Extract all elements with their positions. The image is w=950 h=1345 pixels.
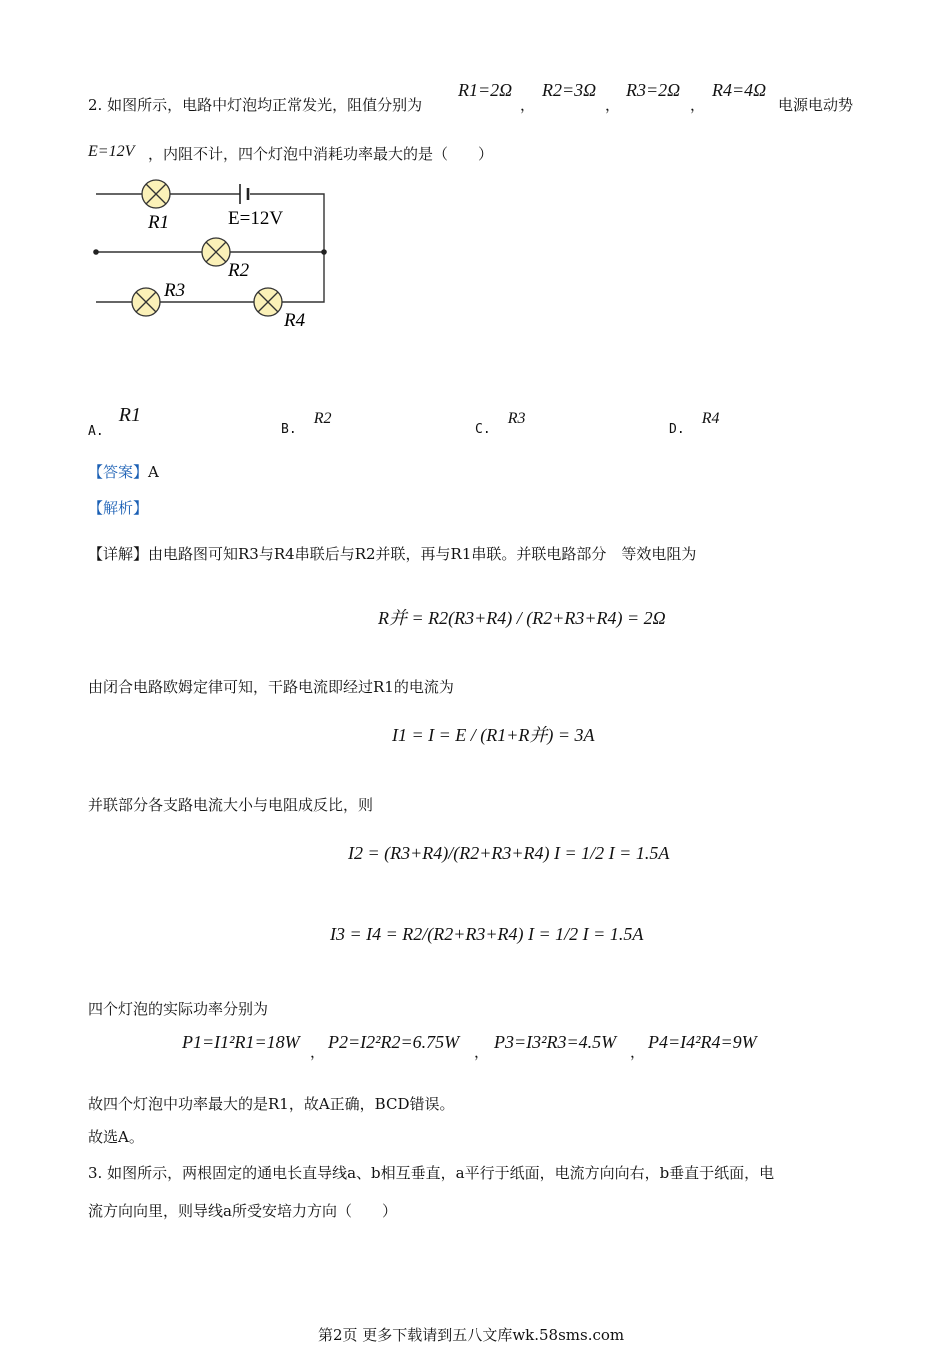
label-r3: R3: [164, 280, 186, 301]
choice: 故选A。: [88, 1128, 144, 1146]
detail-text: 由电路图可知R3与R4串联后与R2并联，再与R1串联。并联电路部分 等效电阻为: [148, 545, 697, 563]
q3-line1: 3. 如图所示，两根固定的通电长直导线a、b相互垂直，a平行于纸面，电流方向向右，b垂直于纸面，电: [88, 1164, 775, 1182]
circuit-diagram: [80, 170, 340, 340]
power-p2: P2=I2²R2=6.75W: [328, 1032, 460, 1052]
option-c-letter: C.: [475, 422, 491, 437]
lamp-r1-icon: [142, 180, 170, 208]
equation-1: R并 = R2(R3+R4) / (R2+R3+R4) = 2Ω: [378, 608, 666, 628]
q2-line1: [88, 95, 422, 115]
detail-line: [88, 544, 696, 564]
lamp-r3-icon: [132, 288, 160, 316]
q2-intro: 如图所示，电路中灯泡均正常发光，阻值分别为: [107, 96, 423, 114]
conclusion: 故四个灯泡中功率最大的是R1，故A正确，BCD错误。: [88, 1095, 455, 1113]
power-p3: P3=I3²R3=4.5W: [494, 1032, 617, 1052]
answer-label: 【答案】: [88, 463, 149, 481]
analysis-label: 【解析】: [88, 499, 149, 517]
q2-value-r2: R2=3Ω: [542, 80, 597, 100]
q3-line2: 流方向向里，则导线a所受安培力方向（ ）: [88, 1202, 397, 1220]
paragraph-2: 由闭合电路欧姆定律可知，干路电流即经过R1的电流为: [88, 678, 454, 696]
q2-emf: E=12V: [88, 143, 135, 160]
paragraph-3: 并联部分各支路电流大小与电阻成反比，则: [88, 796, 374, 814]
equation-2: I1 = I = E / (R1+R并) = 3A: [392, 725, 595, 745]
equation-3: I2 = (R3+R4)/(R2+R3+R4) I = 1/2 I = 1.5A: [348, 843, 670, 863]
q2-value-r3: R3=2Ω: [626, 80, 681, 100]
option-c[interactable]: [475, 408, 526, 437]
option-b[interactable]: [281, 408, 332, 437]
junction-left: [93, 249, 99, 255]
label-r1: R1: [148, 212, 170, 233]
q2-tail: 电源电动势: [778, 96, 854, 114]
answer-value: A: [148, 463, 159, 481]
q2-sep-3: ，: [690, 96, 706, 114]
q2-sep-2: ，: [605, 96, 621, 114]
q2-number: 2.: [88, 96, 103, 114]
q2-line2-text: ，内阻不计，四个灯泡中消耗功率最大的是（ ）: [148, 145, 494, 163]
power-sep-2: ，: [474, 1043, 490, 1061]
option-d-value: R4: [701, 410, 720, 427]
option-b-value: R2: [313, 410, 332, 427]
power-p1: P1=I1²R1=18W: [182, 1032, 300, 1052]
option-a[interactable]: [88, 404, 141, 439]
option-a-letter: A.: [88, 424, 104, 439]
q2-value-r4: R4=4Ω: [712, 80, 767, 100]
lamp-r4-icon: [254, 288, 282, 316]
paragraph-4: 四个灯泡的实际功率分别为: [88, 1000, 269, 1018]
battery-icon: [240, 184, 248, 204]
label-r4: R4: [284, 310, 306, 331]
option-a-value: R1: [118, 404, 141, 426]
page-footer: 第2页 更多下载请到五八文库wk.58sms.com: [318, 1326, 625, 1344]
answer-line: [88, 462, 159, 482]
option-b-letter: B.: [281, 422, 297, 437]
power-sep-3: ，: [630, 1043, 646, 1061]
lamp-r2-icon: [202, 238, 230, 266]
q2-sep-1: ，: [520, 96, 536, 114]
option-d[interactable]: [669, 408, 720, 437]
label-r2: R2: [228, 260, 250, 281]
option-c-value: R3: [507, 410, 526, 427]
option-d-letter: D.: [669, 422, 685, 437]
junction-right: [321, 249, 327, 255]
q2-value-r1: R1=2Ω: [458, 80, 513, 100]
detail-label: 【详解】: [88, 545, 149, 563]
equation-4: I3 = I4 = R2/(R2+R3+R4) I = 1/2 I = 1.5A: [330, 924, 644, 944]
power-sep-1: ，: [310, 1043, 326, 1061]
label-emf: E=12V: [228, 208, 284, 229]
power-p4: P4=I4²R4=9W: [648, 1032, 757, 1052]
